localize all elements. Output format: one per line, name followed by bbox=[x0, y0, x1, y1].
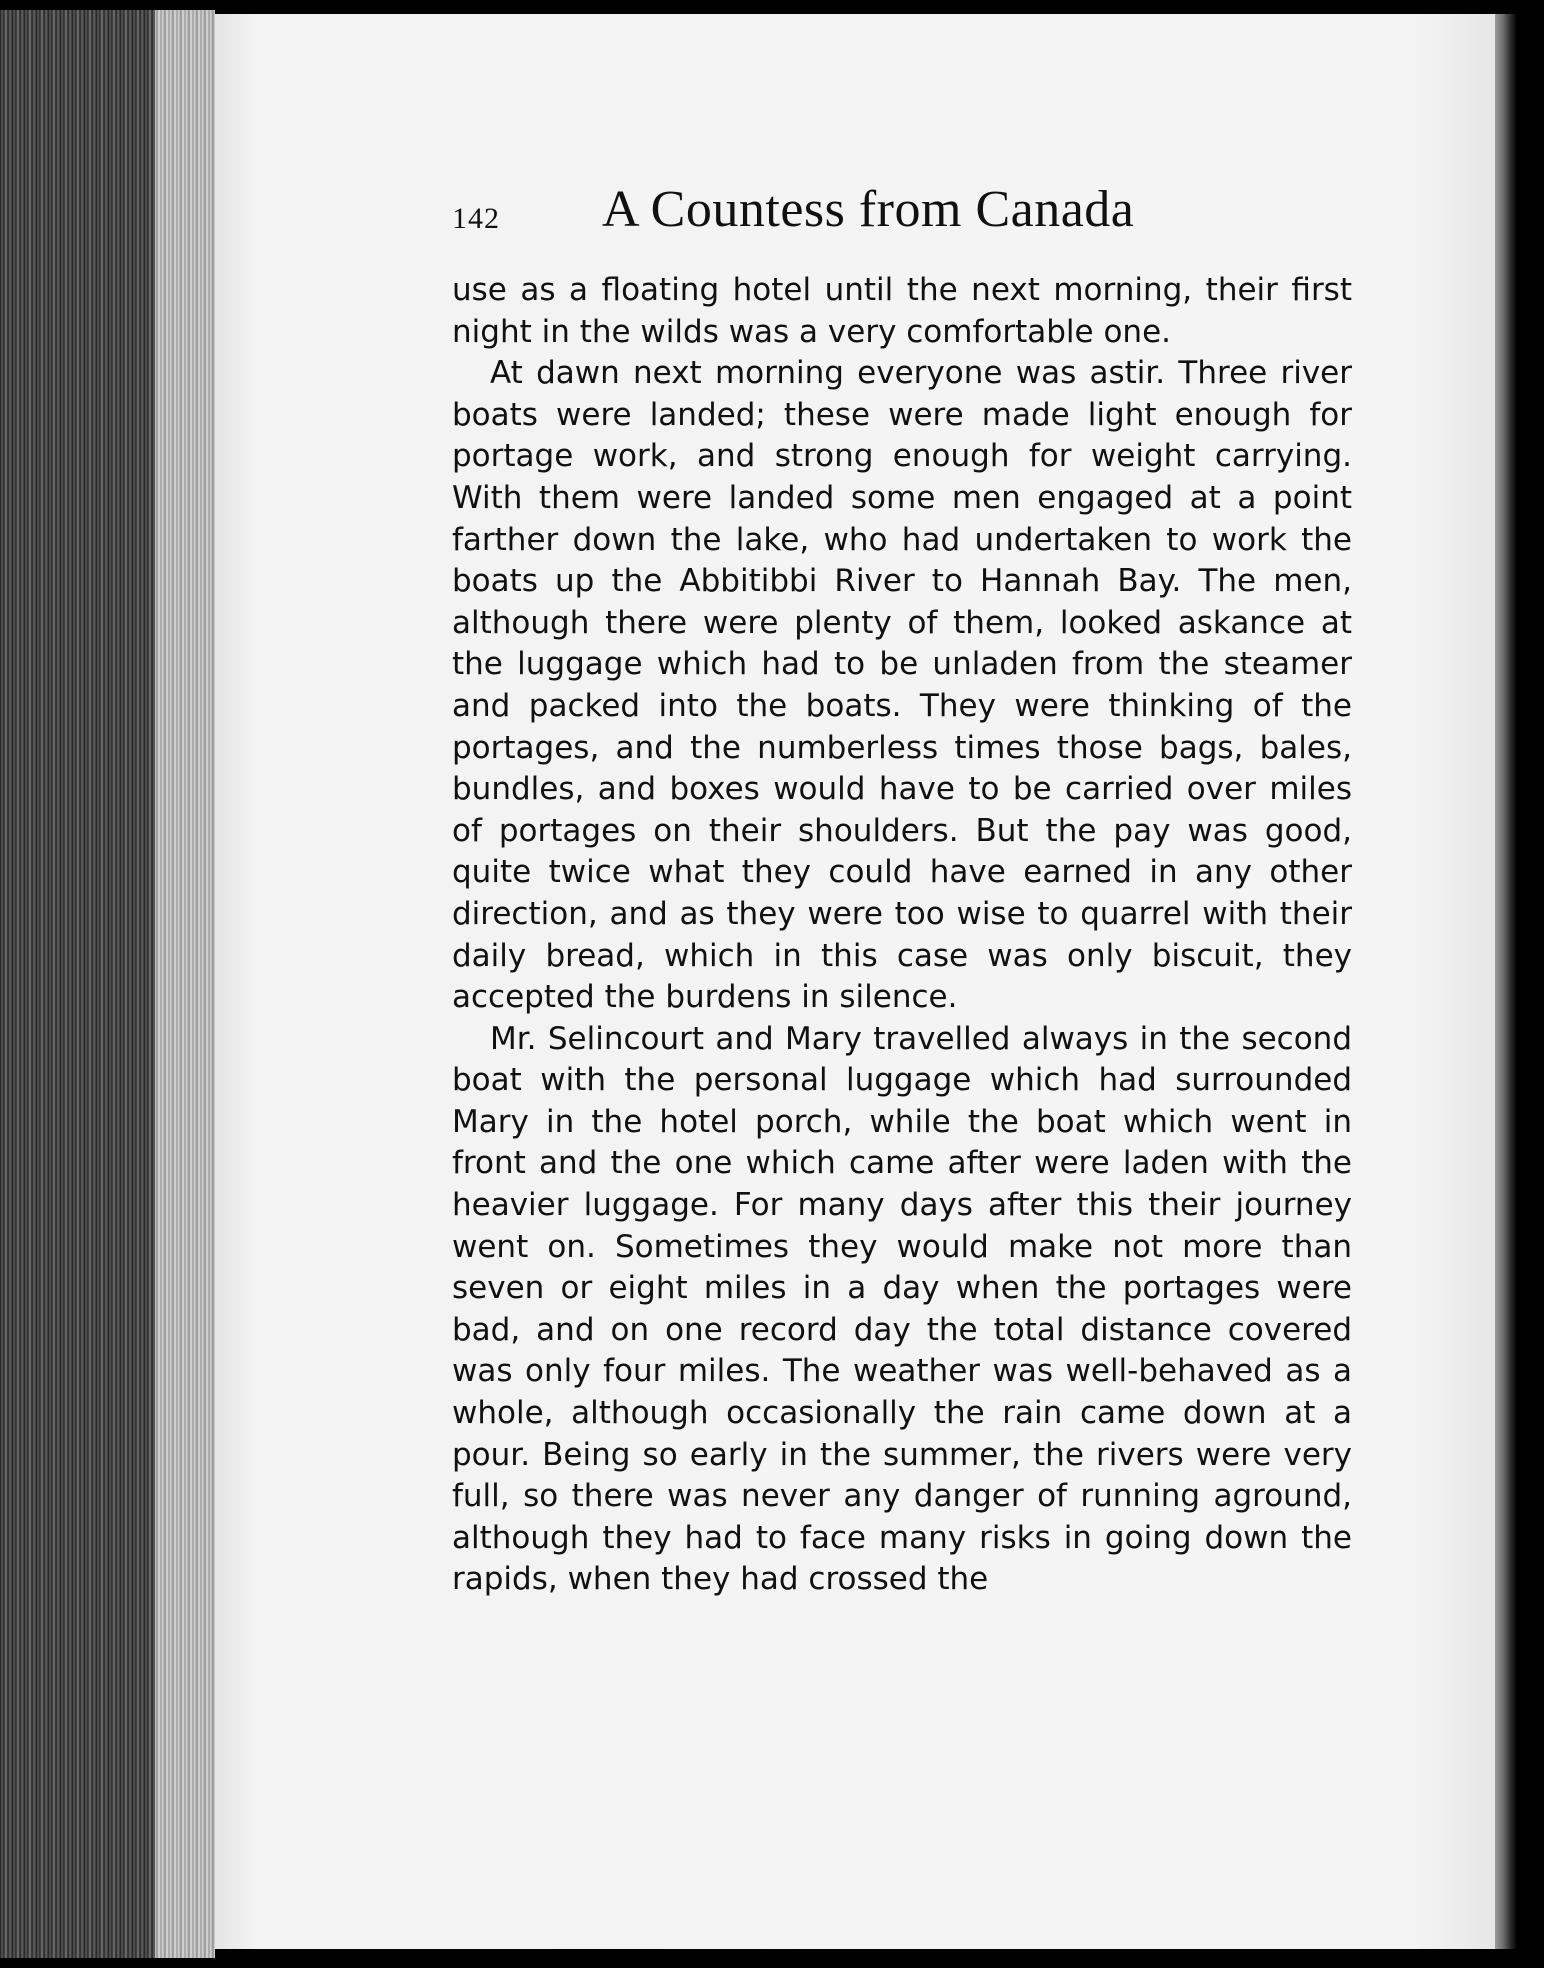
paragraph: Mr. Selincourt and Mary travelled always in the second boat with the personal luggage which had surrounded Mary in the hotel porch, while the boat which went in front and the one which came after were laden with the heavier luggage. For many days after this their journey went on. Sometimes they would make not more than seven or eight miles in a day when the portages were bad, and on one record day the total distance covered was only four miles. The weather was well-behaved as a whole, although occasionally the rain came down at a pour. Being so early in the summer, the rivers were very full, so there was never any danger of running aground, although they had to face many risks in going down the rapids, when they had crossed the bbox=[452, 1020, 1352, 1598]
paragraph: At dawn next morning everyone was astir. Three river boats were landed; these were made light enough for portage work, and strong enough for weight carrying. With them were landed some men engaged at a point farther down the lake, who had undertaken to work the boats up the Abbitibbi River to Hannah Bay. The men, although there were plenty of them, looked askance at the luggage which had to be unladen from the steamer and packed into the boats. They were thinking of the portages, and the numberless times those bags, bales, bundles, and boxes would have to be carried over miles of portages on their shoulders. But the pay was good, quite twice what they could have earned in any other direction, and as they were too wise to quarrel with their daily bread, which in this case was only biscuit, they accepted the burdens in silence. bbox=[452, 355, 1352, 1016]
book-title: A Countess from Canada bbox=[602, 181, 1135, 238]
binding-shadow bbox=[1495, 14, 1544, 1949]
body-text bbox=[452, 270, 1352, 1601]
paragraph: use as a floating hotel until the next morning, their first night in the wilds was a very comfortable one. bbox=[452, 272, 1352, 350]
page-number: 142 bbox=[452, 202, 500, 235]
page-edge-highlight bbox=[155, 10, 215, 1958]
book-page-edges bbox=[0, 10, 215, 1958]
running-head bbox=[452, 180, 1352, 250]
